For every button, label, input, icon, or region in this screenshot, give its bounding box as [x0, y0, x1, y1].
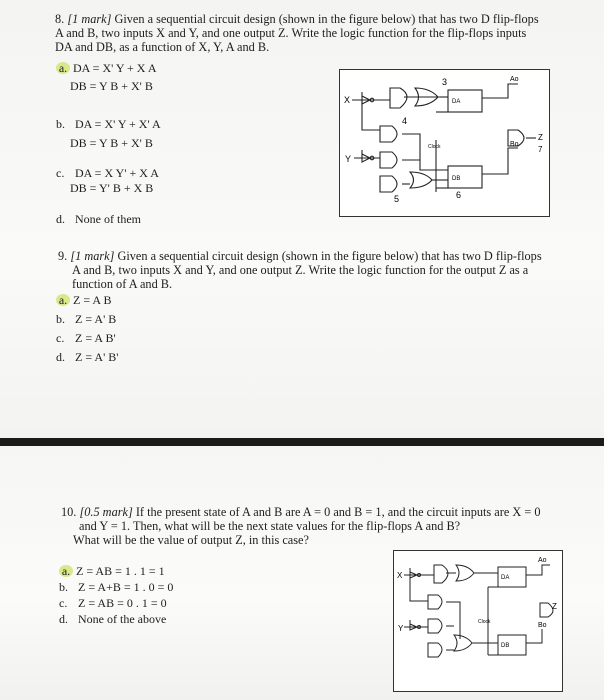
circuit2-da-label: DA	[501, 575, 510, 581]
q8-option-a-line2: DB = Y B + X' B	[70, 79, 153, 93]
q10-option-a[interactable]	[59, 565, 165, 578]
q8-option-b-label: b.	[56, 117, 65, 131]
q10-option-b-text: Z = A+B = 1 . 0 = 0	[78, 580, 174, 594]
q9-option-b-label: b.	[56, 312, 65, 326]
q10-option-c-label: c.	[59, 596, 68, 610]
circuit2-z-label: Z	[552, 602, 557, 611]
q8-text1: Given a sequential circuit design (shown in the figure below) that has two D flip-flops	[114, 12, 539, 26]
q9-option-d-label: d.	[56, 350, 65, 364]
circuit1-ao-label: Ao	[510, 76, 519, 83]
q9-text3: function of A and B.	[72, 277, 173, 291]
circuit2-bo-label: Bo	[538, 622, 547, 629]
circuit-schematic	[340, 70, 549, 216]
q9-number: 9.	[58, 249, 68, 263]
q8-option-a[interactable]	[56, 62, 156, 75]
q8-line1	[55, 13, 539, 27]
page-divider	[0, 438, 604, 446]
circuit1-note-5: 5	[394, 194, 400, 204]
q9-option-c-text: Z = A B'	[75, 331, 116, 345]
q8-option-d-label: d.	[56, 212, 65, 226]
q9-option-b-text: Z = A' B	[75, 312, 117, 326]
q9-option-d[interactable]	[56, 351, 118, 364]
circuit1-note-3: 3	[442, 77, 448, 87]
circuit2-ao-label: Ao	[538, 557, 547, 564]
q8-option-b[interactable]	[56, 118, 161, 131]
q8-option-c-line1: DA = X Y' + X A	[75, 166, 159, 180]
q8-option-c-line2: DB = Y' B + X B	[70, 181, 154, 195]
circuit1-note-6: 6	[456, 190, 462, 200]
q9-option-a-text: Z = A B	[73, 293, 112, 307]
circuit2-x-label: X	[397, 571, 403, 580]
q9-option-c-label: c.	[56, 331, 65, 345]
q9-option-b[interactable]	[56, 313, 116, 326]
q10-text3: What will be the value of output Z, in this case?	[73, 533, 309, 547]
q10-line1	[61, 506, 540, 520]
q10-option-c-text: Z = AB = 0 . 1 = 0	[78, 596, 167, 610]
q8-option-d[interactable]	[56, 213, 141, 226]
q8-text2: A and B, two inputs X and Y, and one output Z. Write the logic function for the flip-flops inputs	[55, 26, 527, 40]
q10-option-c[interactable]	[59, 597, 167, 610]
circuit1-da-label: DA	[452, 99, 461, 105]
q9-text1: Given a sequential circuit design (shown in the figure below) that has two D flip-flops	[117, 249, 542, 263]
q8-option-b-line1: DA = X' Y + X' A	[75, 117, 161, 131]
q8-option-a-line1: DA = X' Y + X A	[73, 61, 157, 75]
circuit1-bo-label: Bo	[510, 141, 519, 148]
q8-option-c-label: c.	[56, 166, 65, 180]
q8-number: 8.	[55, 12, 65, 26]
circuit-diagram-q8	[339, 69, 550, 217]
circuit-diagram-q10	[393, 550, 563, 692]
q10-number: 10.	[61, 505, 77, 519]
circuit2-db-label: DB	[501, 643, 510, 649]
q8-option-d-text: None of them	[75, 212, 141, 226]
circuit1-db-label: DB	[452, 176, 461, 182]
q10-option-b[interactable]	[59, 581, 173, 594]
q9-text2: A and B, two inputs X and Y, and one output Z. Write the logic function for the output Z as a	[72, 263, 529, 277]
q10-option-a-text: Z = AB = 1 . 1 = 1	[76, 564, 165, 578]
q9-option-a-label: a.	[56, 294, 70, 306]
circuit-schematic-2	[394, 551, 562, 691]
circuit1-x-label: X	[344, 95, 351, 105]
q8-option-c[interactable]	[56, 167, 159, 180]
circuit1-clock-label: Clock	[428, 144, 441, 150]
q9-mark: [1 mark]	[70, 249, 115, 263]
q10-option-d-label: d.	[59, 612, 68, 626]
circuit1-z-label: Z	[538, 133, 543, 142]
circuit1-note-4: 4	[402, 116, 408, 126]
q10-option-b-label: b.	[59, 580, 68, 594]
circuit1-y-label: Y	[345, 154, 352, 164]
q10-text2: and Y = 1. Then, what will be the next state values for the flip-flops A and B?	[79, 519, 461, 533]
q8-text3: DA and DB, as a function of X, Y, A and B.	[55, 40, 270, 54]
q10-option-a-label: a.	[59, 565, 73, 577]
q10-mark: [0.5 mark]	[79, 505, 133, 519]
q9-line1	[58, 250, 542, 264]
q10-text1: If the present state of A and B are A = 0 and B = 1, and the circuit inputs are X = 0	[135, 505, 541, 519]
q9-option-d-text: Z = A' B'	[75, 350, 119, 364]
q8-option-b-line2: DB = Y B + X' B	[70, 136, 153, 150]
q8-mark: [1 mark]	[67, 12, 112, 26]
q10-option-d-text: None of the above	[78, 612, 167, 626]
q10-option-d[interactable]	[59, 613, 166, 626]
q9-option-a[interactable]	[56, 294, 111, 307]
circuit2-clock-label: Clock	[478, 619, 491, 625]
q9-option-c[interactable]	[56, 332, 116, 345]
q8-option-a-label: a.	[56, 62, 70, 74]
circuit2-y-label: Y	[398, 624, 404, 633]
circuit1-note-7: 7	[538, 145, 543, 154]
